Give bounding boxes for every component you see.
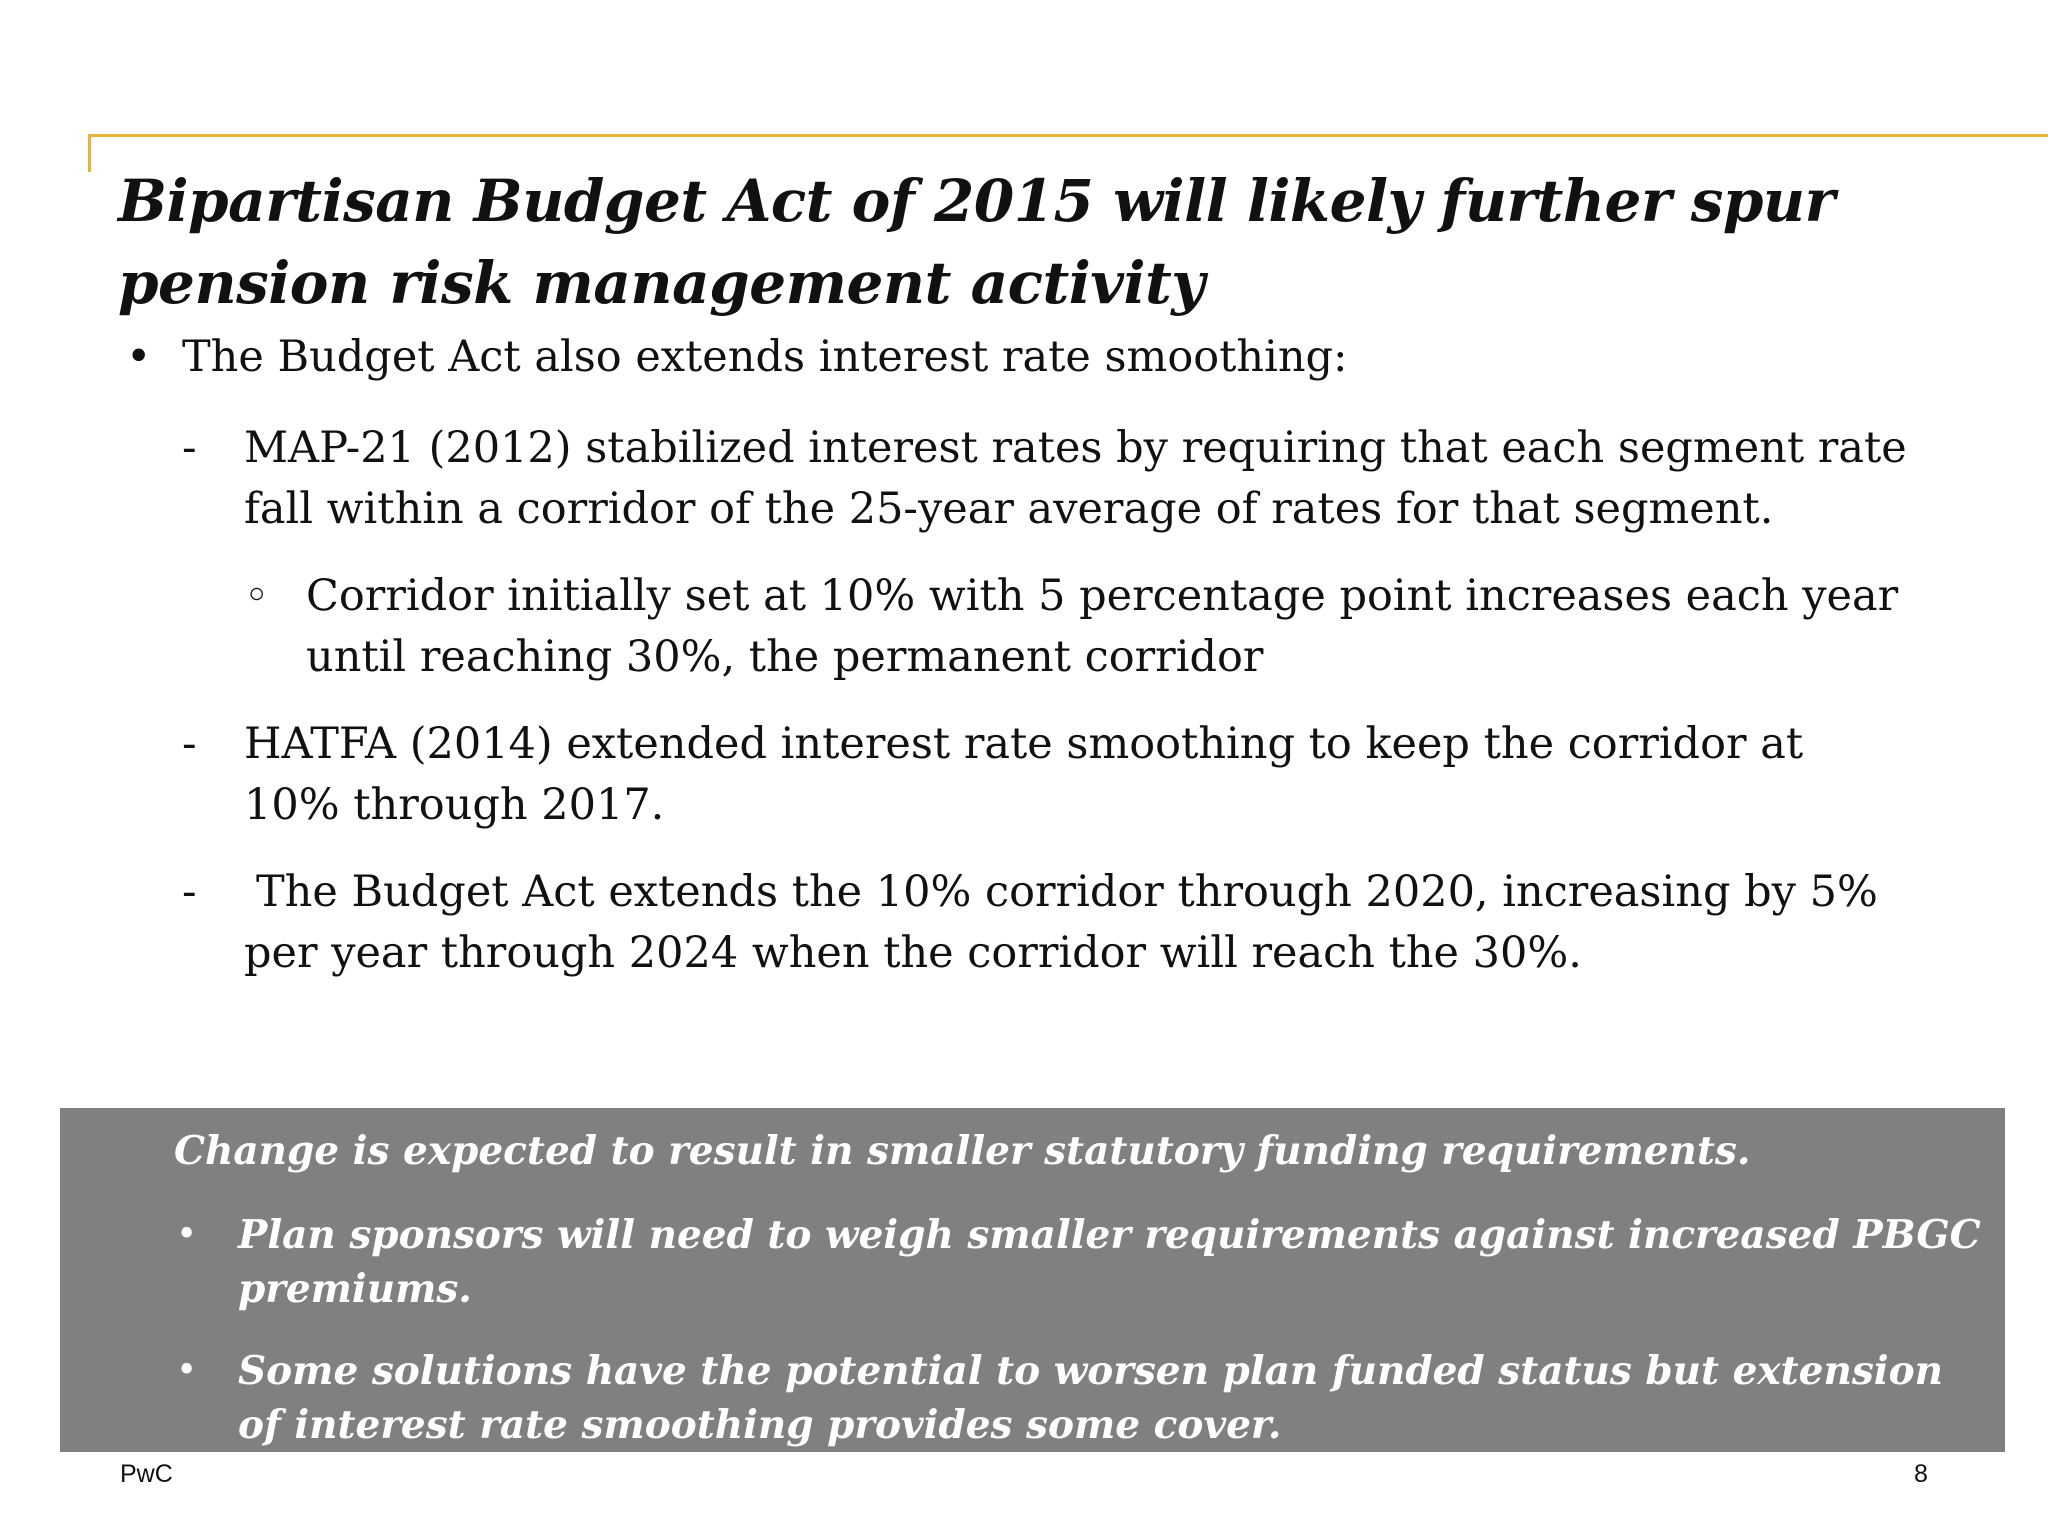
footer-brand: PwC bbox=[120, 1460, 173, 1488]
bullet-level2: MAP-21 (2012) stabilized interest rates by requiring that each segment rate fall within a corridor of the 25-year average of rates for that segment. bbox=[244, 423, 1907, 534]
bullet-marker: - bbox=[182, 719, 197, 769]
bullet-marker: • bbox=[126, 332, 152, 382]
bullet-marker: • bbox=[176, 1214, 198, 1255]
bullet-marker: - bbox=[182, 867, 197, 917]
bullet-level3: Corridor initially set at 10% with 5 percentage point increases each year until reaching 30%, the permanent corridor bbox=[306, 571, 1899, 682]
bullet-marker: • bbox=[176, 1350, 198, 1391]
callout-item: Plan sponsors will need to weigh smaller requirements against increased PBGC premiums. bbox=[238, 1212, 1981, 1312]
callout-heading: Change is expected to result in smaller statutory funding requirements. bbox=[174, 1128, 1751, 1174]
bullet-marker: - bbox=[182, 423, 197, 473]
summary-callout bbox=[60, 1108, 2005, 1452]
bullet-level1: The Budget Act also extends interest rate smoothing: bbox=[182, 332, 1348, 382]
bullet-marker: ◦ bbox=[244, 571, 270, 621]
callout-item: Some solutions have the potential to worsen plan funded status but extension of interest rate smoothing provides some cover. bbox=[238, 1348, 1943, 1448]
page-number: 8 bbox=[1914, 1460, 1928, 1488]
bullet-level2: The Budget Act extends the 10% corridor through 2020, increasing by 5% per year through 2024 when the corridor will reach the 30%. bbox=[244, 867, 1878, 978]
slide-title: Bipartisan Budget Act of 2015 will likely further spur pension risk management activity bbox=[118, 167, 1835, 317]
bullet-level2: HATFA (2014) extended interest rate smoothing to keep the corridor at 10% through 2017. bbox=[244, 719, 1804, 830]
